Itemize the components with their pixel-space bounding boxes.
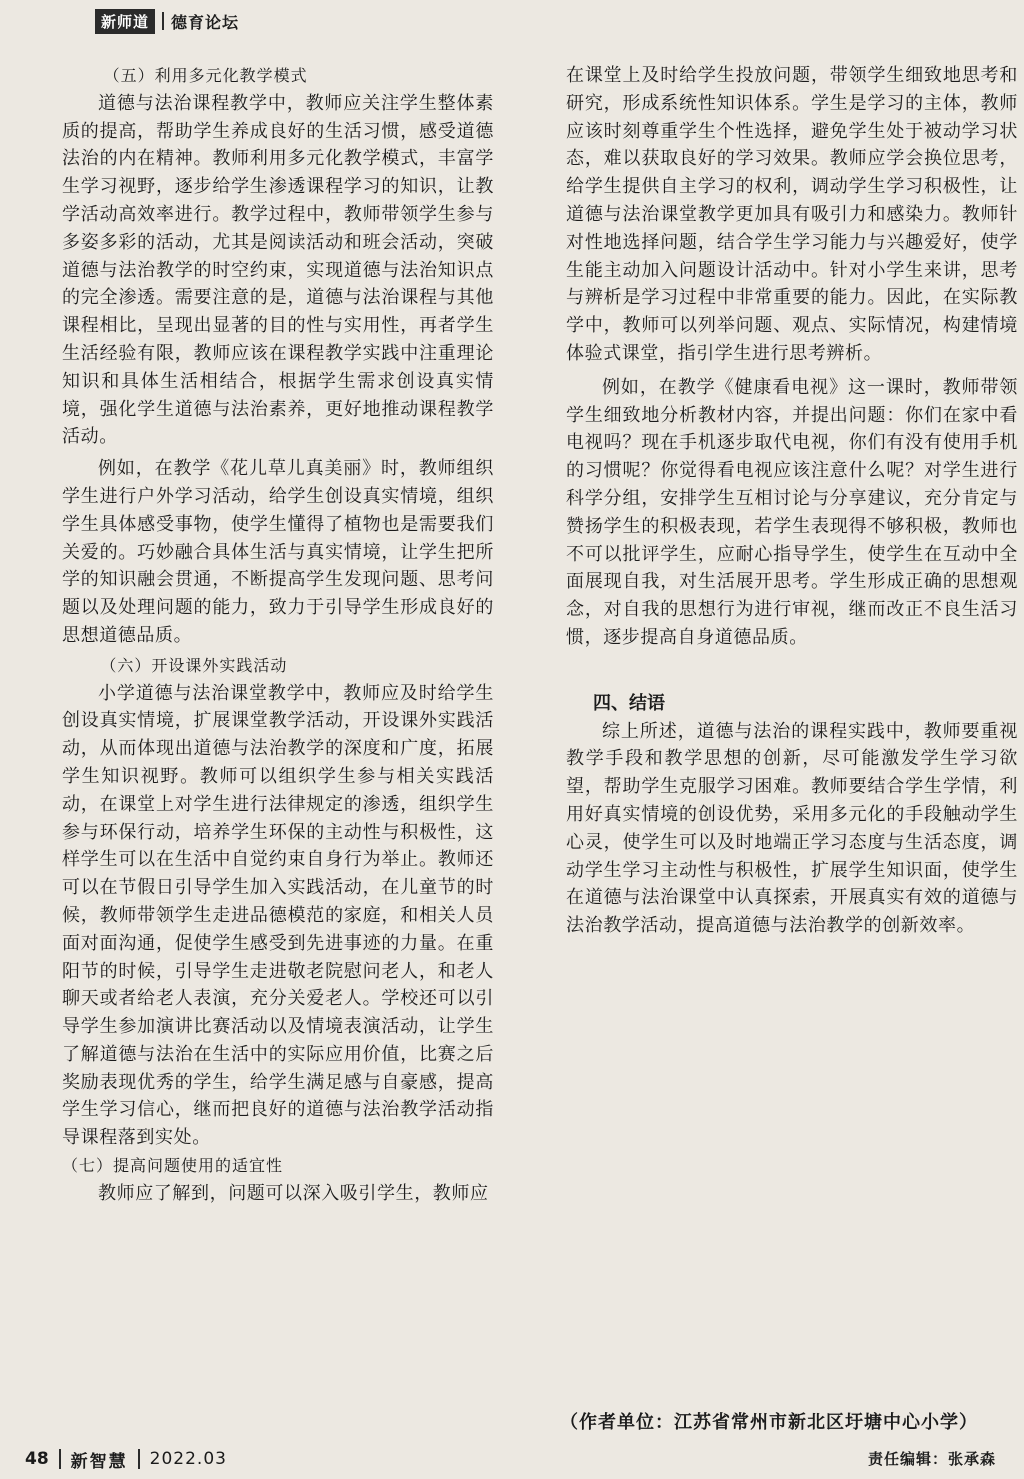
subsection-5-title: （五）利用多元化教学模式 xyxy=(103,66,308,85)
author-affiliation: （作者单位：江苏省常州市新北区圩塘中心小学） xyxy=(560,1412,978,1433)
issue-date: 2022.03 xyxy=(149,1449,227,1469)
paragraph: 例如，在教学《花儿草儿真美丽》时，教师组织学生进行户外学习活动，给学生创设真实情境，组织学生具体感受事物，使学生懂得了植物也是需要我们关爱的。巧妙融合具体生活与真实情境，让学生把所学的知识融会贯通，不断提高学生发现问题、思考问题以及处理问题的能力，致力于引导学生形成良好的思想道德品质。 xyxy=(62,458,494,646)
subsection-6-title: （六）开设课外实践活动 xyxy=(100,655,288,675)
magazine-name: 新智慧 xyxy=(70,1451,128,1472)
page-header xyxy=(95,8,239,34)
footer-divider xyxy=(138,1449,140,1469)
left-column xyxy=(62,62,494,1412)
subsection-7-title: （七）提高问题使用的适宜性 xyxy=(62,1156,284,1176)
section-title: 德育论坛 xyxy=(171,12,240,32)
footer-divider xyxy=(59,1449,61,1469)
page-footer xyxy=(25,1445,227,1473)
section-4-title: 四、结语 xyxy=(593,692,665,714)
page-number: 48 xyxy=(25,1449,49,1469)
paragraph: 小学道德与法治课堂教学中，教师应及时给学生创设真实情境，扩展课堂教学活动，开设课外实践活动，从而体现出道德与法治教学的深度和广度，拓展学生知识视野。教师可以组织学生参与相关实践活动，在课堂上对学生进行法律规定的渗透，组织学生参与环保行动，培养学生环保的主动性与积极性，这样学生可以在生活中自觉约束自身行为举止。教师还可以在节假日引导学生加入实践活动，在儿童节的时候，教师带领学生走进品德模范的家庭，和相关人员面对面沟通，促使学生感受到先进事迹的力量。在重阳节的时候，引导学生走进敬老院慰问老人，和老人聊天或者给老人表演，充分关爱老人。学校还可以引导学生参加演讲比赛活动以及情境表演活动，让学生了解道德与法治在生活中的实际应用价值，比赛之后奖励表现优秀的学生，给学生满足感与自豪感，提高学生学习信心，继而把良好的道德与法治教学活动指导课程落到实处。 xyxy=(62,682,494,1149)
paragraph: 在课堂上及时给学生投放问题，带领学生细致地思考和研究，形成系统性知识体系。学生是学习的主体，教师应该时刻尊重学生个性选择，避免学生处于被动学习状态，难以获取良好的学习效果。教师应学会换位思考，给学生提供自主学习的权利，调动学生学习积极性，让道德与法治课堂教学更加具有吸引力和感染力。教师针对性地选择问题，结合学生学习能力与兴趣爱好，使学生能主动加入问题设计活动中。针对小学生来讲，思考与辨析是学习过程中非常重要的能力。因此，在实际教学中，教师可以列举问题、观点、实际情况，构建情境体验式课堂，指引学生进行思考辨析。 xyxy=(566,65,1018,364)
paragraph: 综上所述，道德与法治的课程实践中，教师要重视教学手段和教学思想的创新，尽可能激发学生学习欲望，帮助学生克服学习困难。教师要结合学生学情，利用好真实情境的创设优势，采用多元化的手段触动学生心灵，使学生可以及时地端正学习态度与生活态度，调动学生学习主动性与积极性，扩展学生知识面，使学生在道德与法治课堂中认真探索，开展真实有效的道德与法治教学活动，提高道德与法治教学的创新效率。 xyxy=(566,720,1018,937)
responsible-editor: 责任编辑：张承森 xyxy=(867,1450,996,1468)
paragraph: 例如，在教学《健康看电视》这一课时，教师带领学生细致地分析教材内容，并提出问题：你们在家中看电视吗？现在手机逐步取代电视，你们有没有使用手机的习惯呢？你觉得看电视应该注意什么呢？对学生进行科学分组，安排学生互相讨论与分享建议，充分肯定与赞扬学生的积极表现，若学生表现得不够积极，教师也不可以批评学生，应耐心指导学生，使学生在互动中全面展现自我，对生活展开思考。学生形成正确的思想观念，对自我的思想行为进行审视，继而改正不良生活习惯，逐步提高自身道德品质。 xyxy=(566,376,1018,648)
header-divider xyxy=(162,12,164,30)
right-column xyxy=(566,62,1018,1412)
paragraph: 道德与法治课程教学中，教师应关注学生整体素质的提高，帮助学生养成良好的生活习惯，感受道德法治的内在精神。教师利用多元化教学模式，丰富学生学习视野，逐步给学生渗透课程学习的知识，让教学活动高效率进行。教学过程中，教师带领学生参与多姿多彩的活动，尤其是阅读活动和班会活动，突破道德与法治教学的时空约束，实现道德与法治知识点的完全渗透。需要注意的是，道德与法治课程与其他课程相比，呈现出显著的目的性与实用性，再者学生生活经验有限，教师应该在课程教学实践中注重理论知识和具体生活相结合，根据学生需求创设真实情境，强化学生道德与法治素养，更好地推动课程教学活动。 xyxy=(62,92,494,448)
paragraph: 教师应了解到，问题可以深入吸引学生，教师应 xyxy=(98,1182,489,1204)
journal-brand: 新师道 xyxy=(95,9,155,34)
